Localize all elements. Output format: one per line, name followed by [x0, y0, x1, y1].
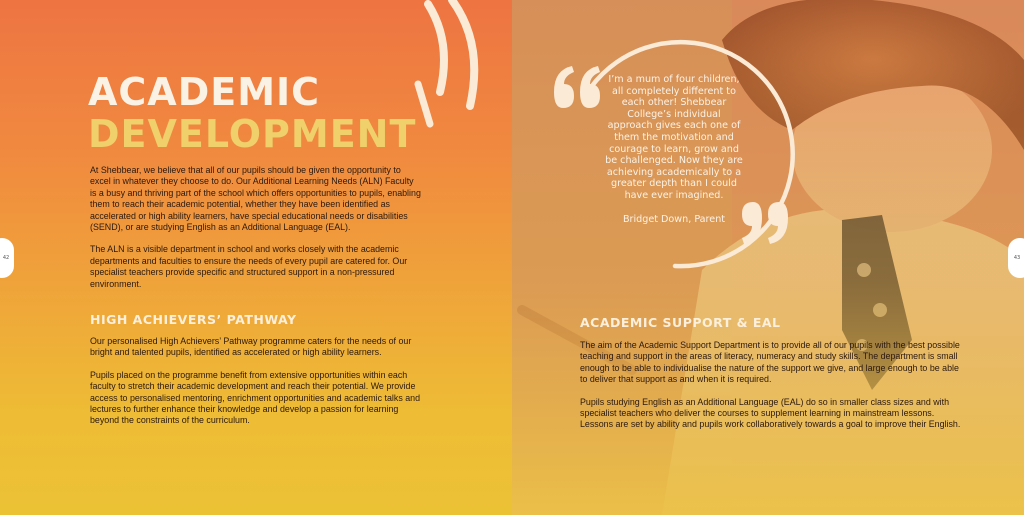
open-quote-icon — [550, 64, 604, 110]
support-text — [580, 340, 964, 442]
page-number-left — [0, 238, 14, 278]
support-heading: ACADEMIC SUPPORT & EAL — [580, 315, 781, 330]
pathway-text — [90, 336, 422, 438]
intro-text — [90, 165, 422, 301]
quote-author: Bridget Down, Parent — [622, 214, 726, 225]
page-number-right — [1008, 238, 1024, 278]
page-number-label: 43 — [1013, 255, 1021, 261]
intro-paragraph: At Shebbear, we believe that all of our pupils should be given the opportunity to excel in whatever they choose to do. Our Additional Learning Needs (ALN) Faculty is a busy and thriving part of the school which offers opportunities to pupils, enabling them to reach their academic potential, whether they have been identified as accelerated or high ability learners, have special educational needs or disabilities (SEND), or are studying English as an Additional Language (EAL). — [90, 165, 421, 233]
page-title-line2: DEVELOPMENT — [88, 112, 417, 156]
close-quote-icon — [738, 200, 792, 246]
page-title-line1: ACADEMIC — [88, 70, 321, 114]
page-number-label: 42 — [2, 255, 10, 261]
decorative-arcs-icon — [400, 0, 512, 140]
support-paragraph: Pupils studying English as an Additional Language (EAL) do so in smaller class sizes and with specialist teachers who deliver the courses to supplement learning in mainstream lessons. Lessons are set by ability and pupils work collaboratively towards a goal to improve their English. — [580, 396, 961, 430]
intro-paragraph: The ALN is a visible department in school and works closely with the academic departments and faculties to ensure the needs of every pupil are catered for. Our specialist teachers provide specific and structured support in a non-pressured environment. — [90, 244, 408, 289]
support-paragraph: The aim of the Academic Support Department is to provide all of our pupils with the best possible teaching and support in the areas of literacy, numeracy and study skills. The department is small enough to be able to individualise the nature of the support we give, and large enough to be able to deliver that support as and when it is required. — [580, 340, 960, 385]
pathway-paragraph: Pupils placed on the programme benefit from extensive opportunities within each faculty to stretch their academic development and reach their potential. We provide access to personalised mentoring, enrichment opportunities and academic talks and lectures to further enhance their knowledge and develop a passion for learning beyond the constraints of the curriculum. — [90, 369, 421, 426]
pathway-paragraph: Our personalised High Achievers’ Pathway programme caters for the needs of our bright and talented pupils, identified as accelerated or high ability learners. — [90, 336, 412, 358]
parent-quote: I’m a mum of four children, all completely different to each other! Shebbear College’s individual approach gives each one of them the motivation and courage to learn, grow and be challenged. Now they are achieving academically to a greater depth than I could have ever imagined. — [605, 74, 743, 201]
pathway-heading: HIGH ACHIEVERS’ PATHWAY — [90, 312, 297, 327]
